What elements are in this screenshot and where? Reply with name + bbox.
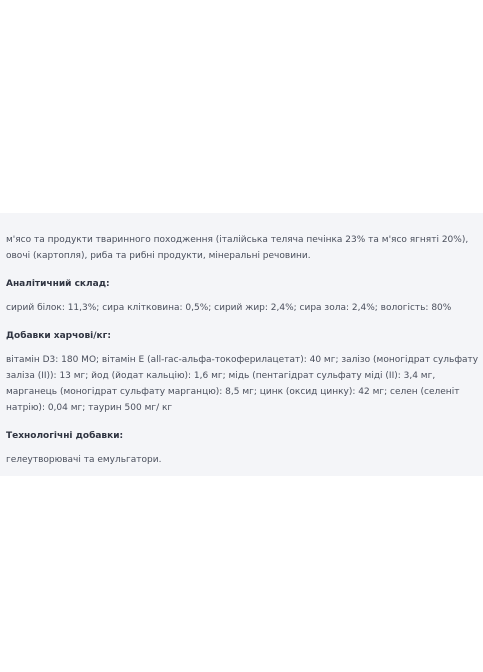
analytical-text: сирий білок: 11,3%; сира клітковина: 0,5%; сирий жир: 2,4%; сира зола: 2,4%; вологість: 80% — [6, 303, 452, 313]
additives-heading: Добавки харчові/кг: — [6, 331, 111, 341]
analytical-heading: Аналітичний склад: — [6, 279, 110, 289]
technological-heading: Технологічні добавки: — [6, 431, 124, 441]
composition-text: м'ясо та продукти тваринного походження (італійська теляча печінка 23% та м'ясо ягняті 20%), овочі (картопля), риба та рибні продукти, мінеральні речовини. — [6, 235, 469, 261]
technological-text: гелеутворювачі та емульгатори. — [6, 455, 162, 465]
product-composition — [6, 232, 480, 481]
additives-text: вітамін D3: 180 МО; вітамін Е (all-rac-альфа-токоферилацетат): 40 мг; залізо (моногідрат сульфату заліза (II)): 13 мг; йод (йодат кальцію): 1,6 мг; мідь (пентагідрат сульфату міді (II): 3,4 мг, марганець (моногідрат сульфату марганцю): 8,5 мг; цинк (оксид цинку): 42 мг; селен (селеніт натрію): 0,04 мг; таурин 500 мг/ кг — [6, 355, 479, 413]
